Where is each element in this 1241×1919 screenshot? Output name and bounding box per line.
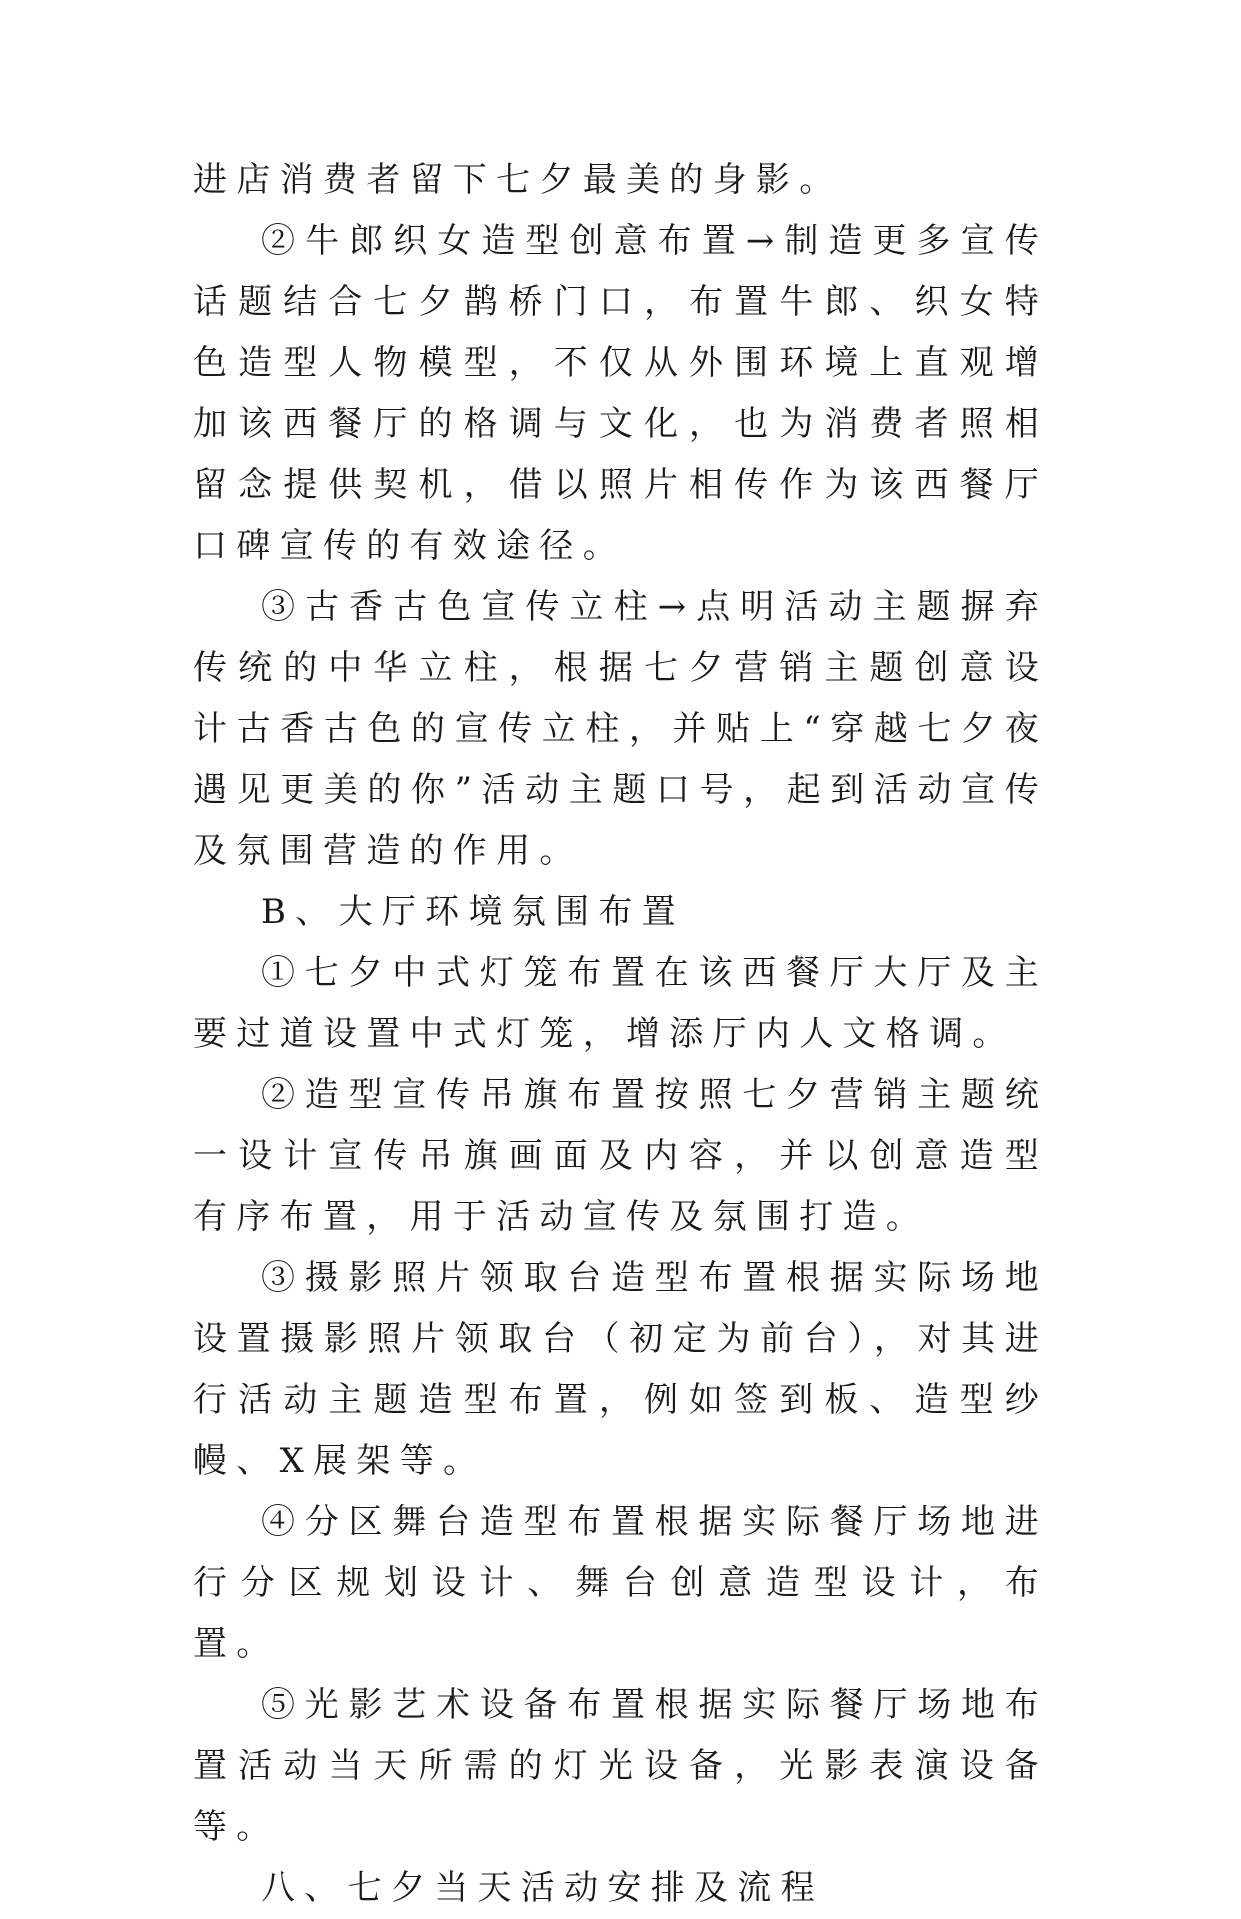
document-body	[193, 150, 1048, 1919]
paragraph-promo-pillars: ③古香古色宣传立柱→点明活动主题摒弃传统的中华立柱，根据七夕营销主题创意设计古香古色的宣传立柱，并贴上“穿越七夕夜遇见更美的你”活动主题口号，起到活动宣传及氛围营造的作用。	[193, 587, 1048, 871]
paragraph-cowherd-weaver-decoration: ②牛郎织女造型创意布置→制造更多宣传话题结合七夕鹊桥门口，布置牛郎、织女特色造型人物模型，不仅从外围环境上直观增加该西餐厅的格调与文化，也为消费者照相留念提供契机，借以照片相传作为该西餐厅口碑宣传的有效途径。	[193, 221, 1048, 566]
paragraph-photo-pickup-desk: ③摄影照片领取台造型布置根据实际场地设置摄影照片领取台（初定为前台），对其进行活动主题造型布置，例如签到板、造型纱幔、X展架等。	[193, 1258, 1048, 1481]
paragraph-continuation: 进店消费者留下七夕最美的身影。	[193, 160, 843, 200]
section-heading-hall-atmosphere: B、大厅环境氛围布置	[261, 892, 685, 932]
section-heading-event-schedule: 八、七夕当天活动安排及流程	[261, 1868, 824, 1908]
paragraph-chinese-lanterns: ①七夕中式灯笼布置在该西餐厅大厅及主要过道设置中式灯笼，增添厅内人文格调。	[193, 953, 1048, 1054]
paragraph-zoned-stage: ④分区舞台造型布置根据实际餐厅场地进行分区规划设计、舞台创意造型设计，布置。	[193, 1502, 1048, 1664]
paragraph-light-art-equipment: ⑤光影艺术设备布置根据实际餐厅场地布置活动当天所需的灯光设备，光影表演设备等。	[193, 1685, 1048, 1847]
paragraph-hanging-banners: ②造型宣传吊旗布置按照七夕营销主题统一设计宣传吊旗画面及内容，并以创意造型有序布置，用于活动宣传及氛围打造。	[193, 1075, 1048, 1237]
